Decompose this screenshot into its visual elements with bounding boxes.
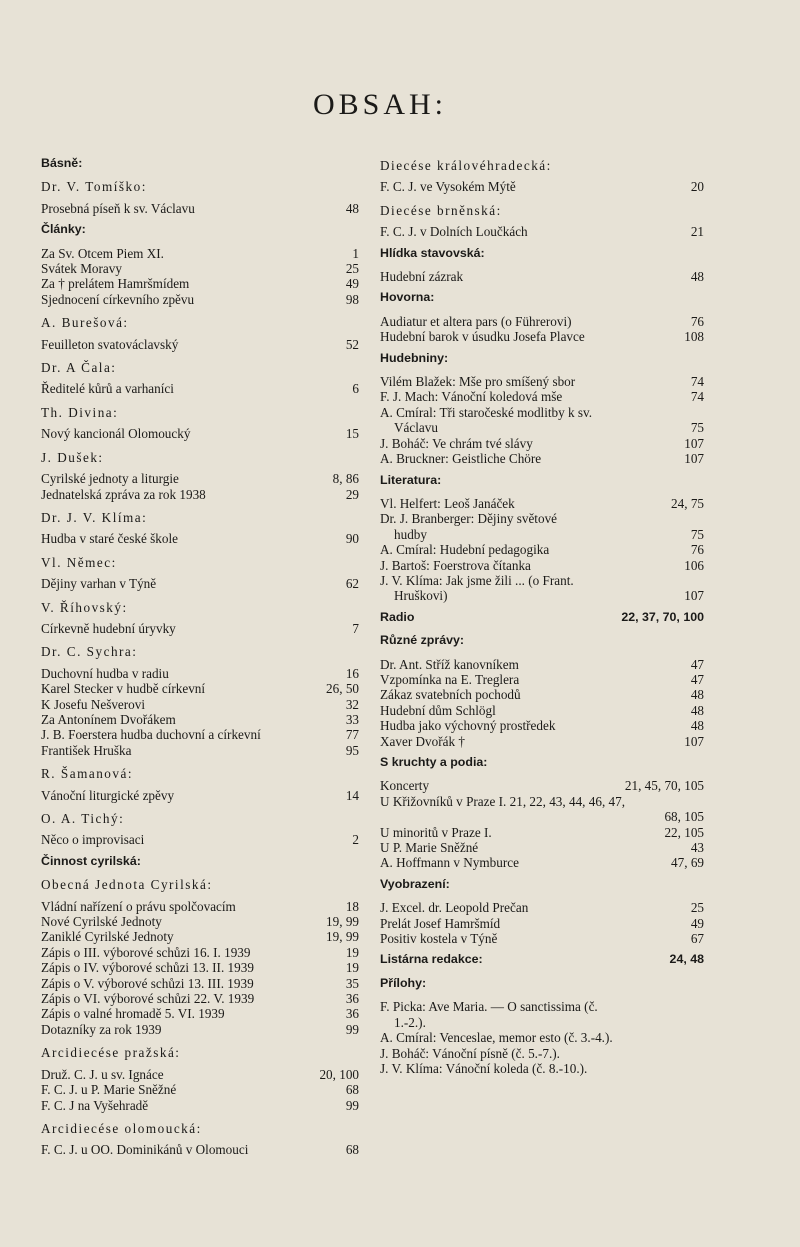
- author-name: Th. Divina:: [41, 404, 119, 420]
- toc-entry: [41, 487, 359, 502]
- toc-entry: [380, 436, 704, 451]
- toc-entry: [380, 1046, 704, 1061]
- page-number: 24, 48: [669, 952, 704, 967]
- page-number: 99: [345, 1097, 359, 1113]
- author-name: Dr. C. Sychra:: [41, 644, 138, 660]
- toc-entry: [380, 511, 704, 526]
- page-number: 19: [345, 960, 359, 976]
- section-heading: Básně:: [41, 156, 83, 170]
- entry-title: Vilém Blažek: Mše pro smíšený sbor: [380, 374, 576, 390]
- author-name: J. Dušek:: [41, 449, 104, 465]
- entry-title: hudby: [394, 526, 427, 542]
- toc-entry: [380, 931, 704, 946]
- entry-title: F. C. J na Vyšehradě: [41, 1097, 149, 1113]
- page-number: 36: [345, 1006, 359, 1022]
- toc-entry: [380, 672, 704, 687]
- toc-entry: [41, 531, 359, 546]
- toc-entry: [380, 1061, 704, 1076]
- toc-entry: [41, 276, 359, 291]
- page-number: 8, 86: [332, 471, 359, 487]
- toc-entry: [41, 832, 359, 847]
- toc-entry: [41, 337, 359, 352]
- page-number: 6: [352, 381, 359, 397]
- entry-title: A. Bruckner: Geistliche Chöre: [380, 451, 542, 467]
- page-number: 108: [684, 329, 704, 345]
- page-number: 52: [345, 336, 359, 352]
- toc-entry: [380, 269, 704, 284]
- entry-title: Jednatelská zpráva za rok 1938: [41, 486, 206, 502]
- page-number: 24, 75: [671, 495, 704, 511]
- author-name: Obecná Jednota Cyrilská:: [41, 877, 213, 893]
- page-number: 16: [345, 665, 359, 681]
- entry-title: Hudba v staré české škole: [41, 531, 178, 547]
- toc-entry: [41, 1022, 359, 1037]
- toc-entry: [41, 991, 359, 1006]
- entry-title: Audiatur et altera pars (o Führerovi): [380, 313, 572, 329]
- page-number: 20: [690, 179, 704, 195]
- entry-title: Koncerty: [380, 778, 430, 794]
- toc-entry: [41, 681, 359, 696]
- page-number: 47: [690, 656, 704, 672]
- toc-entry: [380, 314, 704, 329]
- entry-title: U minoritů v Praze I.: [380, 824, 492, 840]
- page-number: 95: [345, 742, 359, 758]
- page-number: 68: [345, 1142, 359, 1158]
- page-number: 107: [684, 733, 704, 749]
- toc-entry: [41, 246, 359, 261]
- entry-title: Zápis o valné hromadě 5. VI. 1939: [41, 1006, 225, 1022]
- entry-title: Listárna redakce:: [380, 952, 483, 967]
- page-number: 48: [690, 687, 704, 703]
- entry-title: J. Boháč: Ve chrám tvé slávy: [380, 435, 533, 451]
- toc-entry: [41, 261, 359, 276]
- author-name: Diecése brněnská:: [380, 202, 502, 218]
- page-number: 107: [684, 435, 704, 451]
- entry-title: František Hruška: [41, 742, 132, 758]
- page-number: 98: [345, 291, 359, 307]
- toc-entry: [380, 451, 704, 466]
- entry-title: Radio: [380, 609, 415, 624]
- page-number: 47, 69: [671, 855, 704, 871]
- toc-entry: [41, 788, 359, 803]
- page-number: 47: [690, 671, 704, 687]
- entry-title: J. B. Foerstera hudba duchovní a církevní: [41, 727, 261, 743]
- toc-entry: [380, 734, 704, 749]
- toc-entry: [41, 976, 359, 991]
- entry-title: Církevně hudební úryvky: [41, 620, 176, 636]
- entry-title: Za † prelátem Hamršmídem: [41, 276, 190, 292]
- section-heading: Hudebniny:: [380, 350, 449, 365]
- page-number: 15: [345, 426, 359, 442]
- toc-right-column: [380, 150, 704, 1076]
- page-number: 99: [345, 1021, 359, 1037]
- page-number: 7: [352, 620, 359, 636]
- page-number: 19, 99: [326, 914, 359, 930]
- entry-title: Positiv kostela v Týně: [380, 931, 498, 947]
- entry-title: U Křižovníků v Praze I. 21, 22, 43, 44, 46, 47,: [380, 793, 626, 809]
- toc-entry: [380, 329, 704, 344]
- author-name: R. Šamanová:: [41, 766, 133, 782]
- entry-title: Zápis o IV. výborové schůzi 13. II. 1939: [41, 960, 254, 976]
- toc-entry: [41, 743, 359, 758]
- toc-entry: [380, 224, 704, 239]
- toc-entry: [380, 718, 704, 733]
- entry-title: Vzpomínka na E. Treglera: [380, 671, 520, 687]
- toc-entry: [380, 573, 704, 588]
- entry-title: U P. Marie Sněžné: [380, 840, 479, 856]
- toc-entry: [380, 703, 704, 718]
- section-heading: Hovorna:: [380, 290, 435, 305]
- page-number: 33: [345, 711, 359, 727]
- entry-title: F. C. J. ve Vysokém Mýtě: [380, 179, 516, 195]
- page-number: 25: [690, 900, 704, 916]
- toc-entry: [41, 381, 359, 396]
- page-number: 14: [345, 787, 359, 803]
- page-number: 68: [345, 1082, 359, 1098]
- toc-entry: [380, 999, 704, 1014]
- toc-entry: [380, 900, 704, 915]
- page-number: 21, 45, 70, 105: [624, 778, 704, 794]
- entry-title: Duchovní hudba v radiu: [41, 665, 169, 681]
- entry-title: 1.-2.).: [394, 1014, 426, 1030]
- toc-entry: [41, 666, 359, 681]
- entry-title: Vánoční liturgické zpěvy: [41, 787, 175, 803]
- section-heading: Různé zprávy:: [380, 633, 464, 648]
- toc-entry: [380, 179, 704, 194]
- author-name: Dr. J. V. Klíma:: [41, 509, 148, 525]
- author-name: Diecése královéhradecká:: [380, 158, 552, 173]
- entry-title: Vládní nařízení o právu spolčovacím: [41, 898, 236, 914]
- author-name: Vl. Němec:: [41, 554, 117, 570]
- page-number: 18: [345, 898, 359, 914]
- toc-entry: [41, 1098, 359, 1113]
- author-name: A. Burešová:: [41, 315, 129, 331]
- author-name: V. Říhovský:: [41, 599, 128, 615]
- entry-title: F. Picka: Ave Maria. — O sanctissima (č.: [380, 999, 598, 1015]
- page-number: 22, 37, 70, 100: [621, 609, 704, 624]
- toc-entry: [41, 1067, 359, 1082]
- toc-entry: [41, 1082, 359, 1097]
- entry-title: Prosebná píseň k sv. Václavu: [41, 200, 195, 216]
- page-number: 90: [345, 531, 359, 547]
- toc-entry: [380, 794, 704, 809]
- page-number: 25: [345, 261, 359, 277]
- page-number: 20, 100: [319, 1066, 359, 1082]
- page-number: 26, 50: [326, 681, 359, 697]
- page-number: 76: [690, 542, 704, 558]
- section-heading: Přílohy:: [380, 975, 427, 990]
- author-name: Dr. A Čala:: [41, 360, 117, 376]
- author-name: Arcidiecése olomoucká:: [41, 1120, 202, 1136]
- entry-title: Dějiny varhan v Týně: [41, 576, 157, 592]
- page-number: 19, 99: [326, 929, 359, 945]
- entry-title: Hudební dům Schlögl: [380, 702, 496, 718]
- page-number: 1: [352, 245, 359, 261]
- page-number: 107: [684, 588, 704, 604]
- entry-title: Xaver Dvořák †: [380, 733, 465, 749]
- toc-entry: [380, 855, 704, 870]
- toc-entry: [380, 389, 704, 404]
- page-number: 75: [690, 526, 704, 542]
- toc-entry: [380, 420, 704, 435]
- page-number: 36: [345, 991, 359, 1007]
- page-number: 77: [345, 727, 359, 743]
- toc-entry: [380, 657, 704, 672]
- page-number: 48: [690, 702, 704, 718]
- toc-entry: [41, 621, 359, 636]
- toc-entry: [380, 496, 704, 511]
- entry-title: F. C. J. v Dolních Loučkách: [380, 224, 528, 240]
- entry-title: Dotazníky za rok 1939: [41, 1021, 162, 1037]
- toc-entry: [41, 201, 359, 216]
- entry-title: J. V. Klíma: Jak jsme žili ... (o Frant.: [380, 572, 574, 588]
- page-number: 21: [690, 224, 704, 240]
- entry-title: Druž. C. J. u sv. Ignáce: [41, 1066, 164, 1082]
- entry-title: Sjednocení církevního zpěvu: [41, 291, 195, 307]
- entry-title: A. Cmíral: Tři staročeské modlitby k sv.: [380, 404, 593, 420]
- toc-entry: [380, 1015, 704, 1030]
- section-heading: Činnost cyrilská:: [41, 853, 141, 868]
- page-number: 75: [690, 420, 704, 436]
- toc-entry: [380, 542, 704, 557]
- section-heading: Články:: [41, 222, 86, 237]
- page-number: 43: [690, 840, 704, 856]
- section-heading: Literatura:: [380, 472, 442, 487]
- page-number: 67: [690, 931, 704, 947]
- entry-title: Hudba jako výchovný prostředek: [380, 718, 556, 734]
- toc-entry: [380, 840, 704, 855]
- toc-entry: [380, 527, 704, 542]
- entry-title: Feuilleton svatováclavský: [41, 336, 179, 352]
- toc-entry: [41, 914, 359, 929]
- toc-entry: [380, 809, 704, 824]
- entry-title: A. Cmíral: Hudební pedagogika: [380, 542, 550, 558]
- entry-title: Něco o improvisaci: [41, 832, 145, 848]
- toc-entry: [380, 916, 704, 931]
- entry-title: J. Excel. dr. Leopold Prečan: [380, 900, 529, 916]
- entry-title: Zákaz svatebních pochodů: [380, 687, 521, 703]
- page-number: 76: [690, 313, 704, 329]
- toc-entry: [41, 727, 359, 742]
- entry-title: Dr. Ant. Stříž kanovníkem: [380, 656, 519, 672]
- page-number: 49: [345, 276, 359, 292]
- toc-entry: [41, 929, 359, 944]
- toc-entry: [380, 687, 704, 702]
- entry-title: F. C. J. u P. Marie Sněžné: [41, 1082, 177, 1098]
- entry-title: Zápis o V. výborové schůzi 13. III. 1939: [41, 975, 254, 991]
- entry-title: Zaniklé Cyrilské Jednoty: [41, 929, 174, 945]
- page-number: 48: [345, 200, 359, 216]
- entry-title: Vl. Helfert: Leoš Janáček: [380, 495, 515, 511]
- toc-entry: [380, 778, 704, 793]
- entry-title: Za Sv. Otcem Piem XI.: [41, 245, 164, 261]
- entry-title: Zápis o III. výborové schůzi 16. I. 1939: [41, 944, 251, 960]
- page-number: 106: [684, 557, 704, 573]
- page-title: OBSAH:: [312, 88, 448, 121]
- entry-title: K Josefu Nešverovi: [41, 696, 146, 712]
- entry-title: F. J. Mach: Vánoční koledová mše: [380, 389, 563, 405]
- toc-entry: [41, 697, 359, 712]
- page-number: 49: [690, 915, 704, 931]
- page-number: 68, 105: [664, 809, 704, 825]
- toc-entry: [380, 588, 704, 603]
- toc-entry: [380, 558, 704, 573]
- toc-entry: [41, 1142, 359, 1157]
- entry-title: Hudební zázrak: [380, 269, 464, 285]
- entry-title: Hudební barok v úsudku Josefa Plavce: [380, 329, 585, 345]
- page-number: 35: [345, 975, 359, 991]
- entry-title: Dr. J. Branberger: Dějiny světové: [380, 511, 558, 527]
- toc-entry: [380, 1030, 704, 1045]
- page-number: 62: [345, 576, 359, 592]
- entry-title: Karel Stecker v hudbě církevní: [41, 681, 206, 697]
- toc-entry: [41, 945, 359, 960]
- entry-title: A. Cmíral: Venceslae, memor esto (č. 3.-4.).: [380, 1030, 613, 1046]
- toc-entry: [41, 471, 359, 486]
- page-number: 48: [690, 269, 704, 285]
- section-heading: Vyobrazení:: [380, 876, 450, 891]
- toc-entry: [41, 712, 359, 727]
- entry-title: Zápis o VI. výborové schůzi 22. V. 1939: [41, 991, 255, 1007]
- toc-entry: [380, 405, 704, 420]
- toc-entry: [41, 1006, 359, 1021]
- entry-title: A. Hoffmann v Nymburce: [380, 855, 519, 871]
- toc-entry: [380, 374, 704, 389]
- entry-title: Nové Cyrilské Jednoty: [41, 914, 162, 930]
- entry-title: Nový kancionál Olomoucký: [41, 426, 191, 442]
- page-number: 48: [690, 718, 704, 734]
- entry-title: Hruškovi): [394, 588, 448, 604]
- entry-title: Cyrilské jednoty a liturgie: [41, 471, 179, 487]
- author-name: Arcidiecése pražská:: [41, 1045, 181, 1061]
- page-number: 74: [690, 374, 704, 390]
- toc-entry: [41, 960, 359, 975]
- toc-entry: [41, 576, 359, 591]
- entry-title: Za Antonínem Dvořákem: [41, 711, 176, 727]
- page-number: 19: [345, 944, 359, 960]
- toc-entry: [41, 899, 359, 914]
- author-name: Dr. V. Tomíško:: [41, 179, 147, 195]
- section-heading-with-pages: [380, 610, 704, 625]
- entry-title: Prelát Josef Hamršmíd: [380, 915, 501, 931]
- entry-title: Václavu: [394, 420, 438, 436]
- toc-entry: [41, 426, 359, 441]
- toc-entry: [41, 292, 359, 307]
- entry-title: Svátek Moravy: [41, 261, 122, 277]
- entry-title: J. Bartoš: Foerstrova čítanka: [380, 557, 531, 573]
- entry-title: Ředitelé kůrů a varhaníci: [41, 381, 174, 397]
- section-heading: S kruchty a podia:: [380, 755, 488, 769]
- toc-left-column: [41, 150, 359, 1158]
- page-number: 2: [352, 832, 359, 848]
- entry-title: J. V. Klíma: Vánoční koleda (č. 8.-10.).: [380, 1060, 588, 1076]
- entry-title: J. Boháč: Vánoční písně (č. 5.-7.).: [380, 1045, 560, 1061]
- page-number: 107: [684, 451, 704, 467]
- entry-title: F. C. J. u OO. Dominikánů v Olomouci: [41, 1142, 249, 1158]
- page-number: 22, 105: [664, 824, 704, 840]
- author-name: O. A. Tichý:: [41, 811, 125, 826]
- page-number: 74: [690, 389, 704, 405]
- page-number: 32: [345, 696, 359, 712]
- section-heading: Hlídka stavovská:: [380, 245, 485, 260]
- toc-entry: [380, 825, 704, 840]
- page-number: 29: [345, 486, 359, 502]
- section-heading-with-pages: [380, 952, 704, 967]
